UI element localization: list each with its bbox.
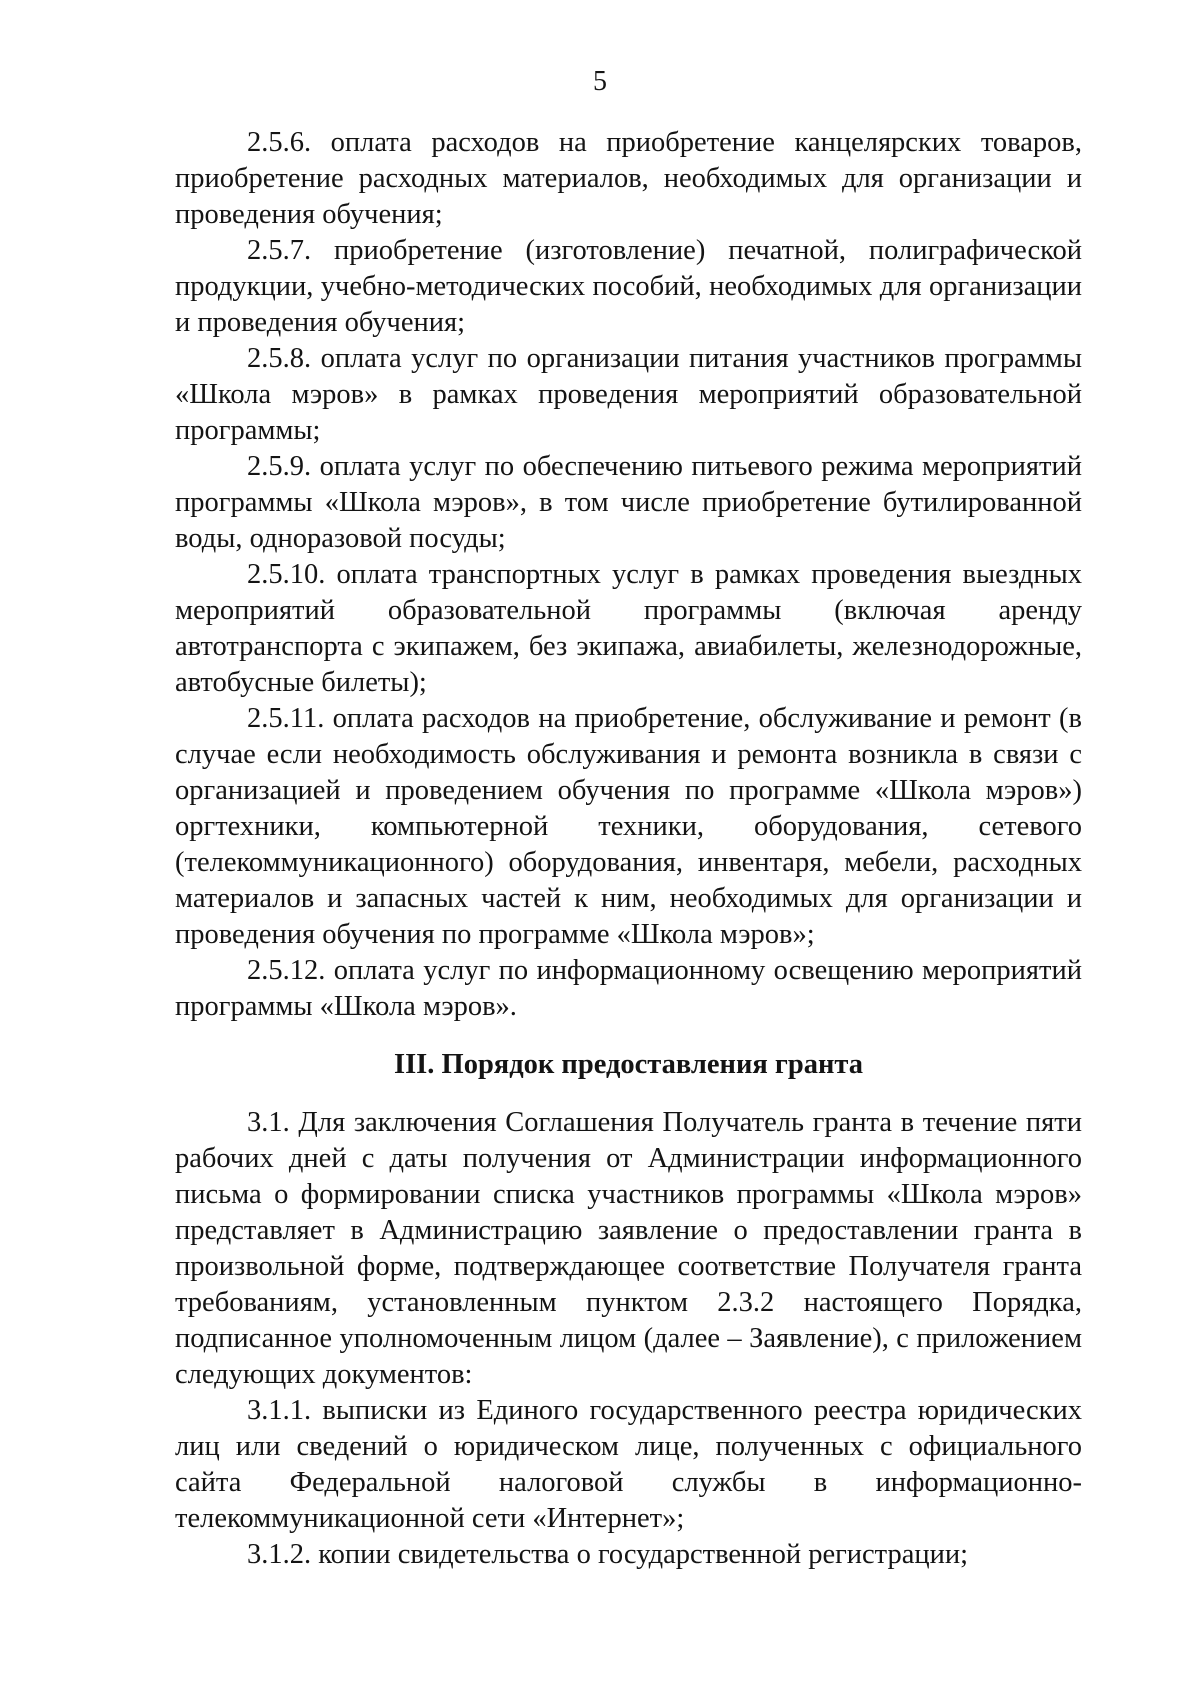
paragraph-2-5-10: 2.5.10. оплата транспортных услуг в рамках проведения выездных мероприятий образовательной программы (включая аренду автотранспорта с экипажем, без экипажа, авиабилеты, железнодорожные, автобусные билеты); [175,559,1082,698]
paragraph-3-1-2: 3.1.2. копии свидетельства о государственной регистрации; [247,1539,969,1570]
paragraph-2-5-12: 2.5.12. оплата услуг по информационному освещению мероприятий программы «Школа мэров». [175,955,1082,1022]
document-body [175,125,1082,1573]
paragraph-3-1: 3.1. Для заключения Соглашения Получатель гранта в течение пяти рабочих дней с даты получения от Администрации информационного письма о формировании списка участников программы «Школа мэров» представляет в Администрацию заявление о предоставлении гранта в произвольной форме, подтверждающее соответствие Получателя гранта требованиям, установленным пунктом 2.3.2 настоящего Порядка, подписанное уполномоченным лицом (далее – Заявление), с приложением следующих документов: [175,1107,1082,1390]
section-heading: III. Порядок предоставления гранта [394,1049,863,1080]
page-number: 5 [593,66,607,97]
paragraph-3-1-1: 3.1.1. выписки из Единого государственного реестра юридических лиц или сведений о юридическом лице, полученных с официального сайта Федеральной налоговой службы в информационно-телекоммуникационной сети «Интернет»; [175,1395,1082,1534]
paragraph-2-5-7: 2.5.7. приобретение (изготовление) печатной, полиграфической продукции, учебно-методических пособий, необходимых для организации и проведения обучения; [175,235,1082,338]
paragraph-2-5-6: 2.5.6. оплата расходов на приобретение канцелярских товаров, приобретение расходных материалов, необходимых для организации и проведения обучения; [175,127,1082,230]
paragraph-2-5-8: 2.5.8. оплата услуг по организации питания участников программы «Школа мэров» в рамках проведения мероприятий образовательной программы; [175,343,1082,446]
paragraph-2-5-9: 2.5.9. оплата услуг по обеспечению питьевого режима мероприятий программы «Школа мэров», в том числе приобретение бутилированной воды, одноразовой посуды; [175,451,1082,554]
paragraph-2-5-11: 2.5.11. оплата расходов на приобретение, обслуживание и ремонт (в случае если необходимость обслуживания и ремонта возникла в связи с организацией и проведением обучения по программе «Школа мэров») оргтехники, компьютерной техники, оборудования, сетевого (телекоммуникационного) оборудования, инвентаря, мебели, расходных материалов и запасных частей к ним, необходимых для организации и проведения обучения по программе «Школа мэров»; [175,703,1082,950]
